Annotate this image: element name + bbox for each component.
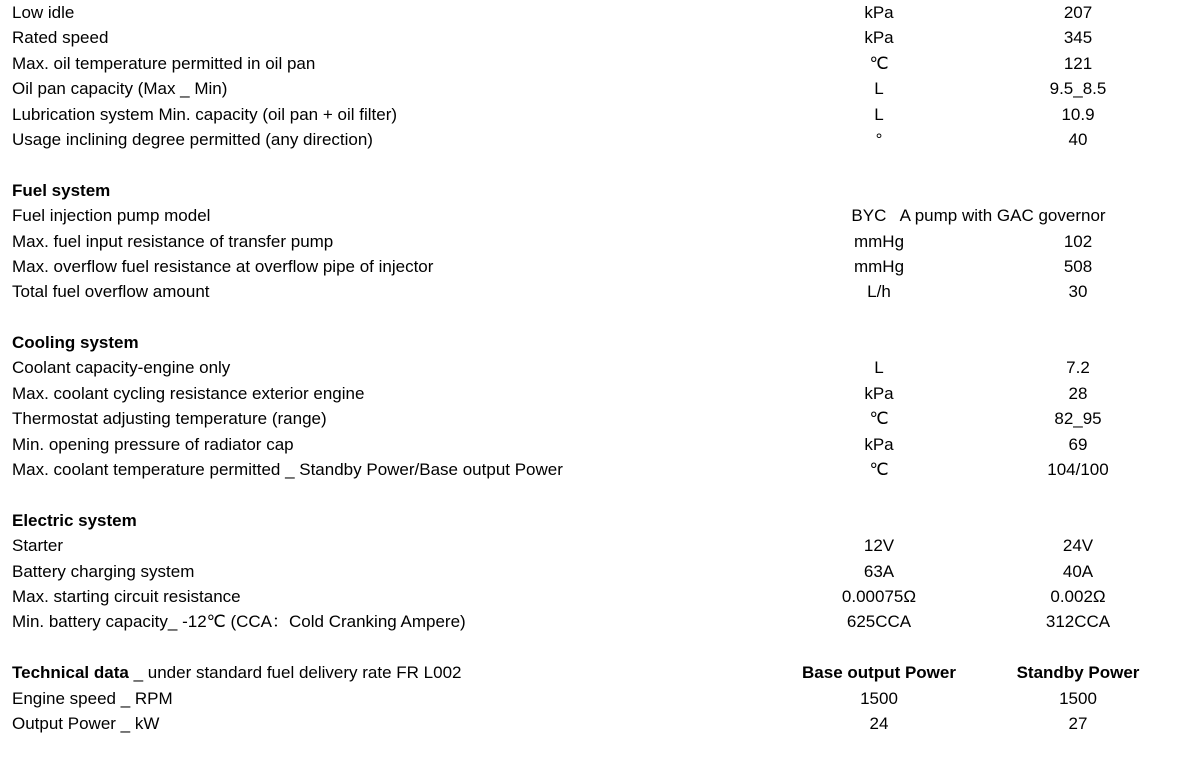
row-description: Min. battery capacity_ -12℃ (CCA：Cold Cranking Ampere)	[12, 612, 466, 632]
row-value-spanning: BYC A pump with GAC governor	[851, 206, 1106, 226]
row-description: Battery charging system	[12, 561, 195, 581]
blank-row	[0, 152, 1180, 177]
row-unit: °	[875, 129, 883, 149]
row-value: 24V	[1062, 536, 1094, 556]
row-description: Rated speed	[12, 28, 109, 48]
blank-row	[0, 305, 1180, 330]
table-row	[0, 51, 1180, 76]
row-unit: 625CCA	[846, 612, 912, 632]
section-header-title: Technical data	[12, 663, 129, 683]
row-value: 10.9	[1061, 104, 1095, 124]
section-header: Cooling system	[12, 333, 139, 353]
row-unit: 1500	[860, 688, 898, 708]
table-row	[0, 533, 1180, 558]
row-unit: ℃	[869, 53, 889, 73]
table-row	[0, 254, 1180, 279]
table-row	[0, 127, 1180, 152]
row-unit: 12V	[863, 536, 895, 556]
table-row	[0, 76, 1180, 101]
table-row	[0, 686, 1180, 711]
row-unit: L	[874, 104, 884, 124]
table-row	[0, 355, 1180, 380]
table-row	[0, 584, 1180, 609]
table-row	[0, 330, 1180, 355]
section-header-note: _ under standard fuel delivery rate FR L002	[128, 663, 462, 683]
row-unit: 63A	[863, 561, 895, 581]
row-description: Max. fuel input resistance of transfer pump	[12, 231, 334, 251]
row-description: Max. oil temperature permitted in oil pan	[12, 53, 316, 73]
row-value: 312CCA	[1045, 612, 1111, 632]
table-row	[0, 102, 1180, 127]
row-value: 40A	[1062, 561, 1094, 581]
row-unit: kPa	[864, 434, 894, 454]
row-description: Coolant capacity-engine only	[12, 358, 231, 378]
table-row	[0, 609, 1180, 634]
row-unit: kPa	[864, 3, 894, 22]
table-row	[0, 559, 1180, 584]
row-unit: L/h	[867, 282, 891, 302]
row-value: 28	[1068, 383, 1088, 403]
row-value: 82_95	[1054, 409, 1102, 429]
table-row	[0, 178, 1180, 203]
blank-row	[0, 635, 1180, 660]
row-unit: L	[874, 79, 884, 99]
table-row	[0, 508, 1180, 533]
row-unit: ℃	[869, 409, 889, 429]
table-row	[0, 279, 1180, 304]
row-description: Total fuel overflow amount	[12, 282, 210, 302]
row-unit: kPa	[864, 28, 894, 48]
row-description: Max. coolant cycling resistance exterior engine	[12, 383, 365, 403]
row-value: 0.002Ω	[1050, 586, 1106, 606]
row-value: 121	[1063, 53, 1093, 73]
table-row	[0, 711, 1180, 736]
table-row	[0, 25, 1180, 50]
row-value: 207	[1063, 3, 1093, 22]
row-description: Thermostat adjusting temperature (range)	[12, 409, 327, 429]
table-row	[0, 406, 1180, 431]
row-unit: kPa	[864, 383, 894, 403]
row-value: 345	[1063, 28, 1093, 48]
section-header	[12, 660, 461, 685]
row-description: Usage inclining degree permitted (any direction)	[12, 129, 373, 149]
row-value: 27	[1068, 713, 1088, 733]
row-unit: 0.00075Ω	[841, 586, 917, 606]
column-header-standby-power: Standby Power	[1016, 663, 1140, 683]
table-row	[0, 381, 1180, 406]
table-row	[0, 0, 1180, 25]
table-row	[0, 229, 1180, 254]
row-description: Fuel injection pump model	[12, 206, 211, 226]
row-description: Min. opening pressure of radiator cap	[12, 434, 294, 454]
row-description: Max. starting circuit resistance	[12, 586, 241, 606]
section-header: Electric system	[12, 510, 137, 530]
row-value: 7.2	[1066, 358, 1090, 378]
row-value: 40	[1068, 129, 1088, 149]
column-header-base-output-power: Base output Power	[802, 663, 956, 683]
row-value: 69	[1068, 434, 1088, 454]
row-value: 508	[1063, 256, 1093, 276]
row-value: 1500	[1059, 688, 1097, 708]
table-row	[0, 203, 1180, 228]
section-header: Fuel system	[12, 180, 111, 200]
row-unit: mmHg	[853, 256, 905, 276]
row-description: Oil pan capacity (Max _ Min)	[12, 79, 228, 99]
table-row	[0, 432, 1180, 457]
row-value: 102	[1063, 231, 1093, 251]
row-value: 30	[1068, 282, 1088, 302]
row-value: 104/100	[1047, 460, 1109, 480]
row-description: Max. coolant temperature permitted _ Standby Power/Base output Power	[12, 460, 563, 480]
table-row	[0, 660, 1180, 685]
table-row	[0, 457, 1180, 482]
row-description: Starter	[12, 536, 64, 556]
row-description: Output Power _ kW	[12, 713, 160, 733]
row-description: Max. overflow fuel resistance at overflow pipe of injector	[12, 256, 434, 276]
row-description: Low idle	[12, 3, 75, 22]
row-description: Lubrication system Min. capacity (oil pan + oil filter)	[12, 104, 398, 124]
row-unit: mmHg	[853, 231, 905, 251]
row-unit: 24	[869, 713, 889, 733]
row-description: Engine speed _ RPM	[12, 688, 173, 708]
row-unit: L	[874, 358, 884, 378]
row-value: 9.5_8.5	[1049, 79, 1107, 99]
row-unit: ℃	[869, 460, 889, 480]
blank-row	[0, 482, 1180, 507]
